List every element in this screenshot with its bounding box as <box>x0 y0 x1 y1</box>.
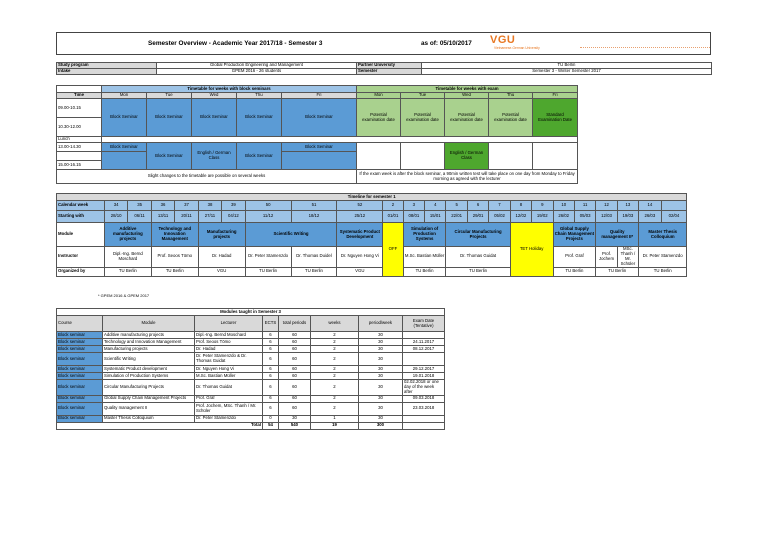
table-row: Block seminar Circular Manufacturing Projects Dr. Thomas Guidat 6 60 2 30 02.02.2018 or one day of the week after <box>57 380 445 396</box>
table-row: Block seminar Quality management II Prof. Jochem, MSc. Thanh / Mr. Schüler 6 60 2 30 23.03.2018 <box>57 402 445 415</box>
module-cell: Global Supply Chain Management Projects <box>553 223 596 247</box>
study-program-label: Study program <box>57 63 157 69</box>
table-row: Block seminar Manufacturing projects Dr. Hadad 6 60 2 30 08.12.2017 <box>57 346 445 353</box>
table-row: Block seminar Technology and Innovation Management Prof. Seoos Tömo 6 60 2 30 24.11.2017 <box>57 339 445 346</box>
time-slot: 13.00-14.30 <box>57 143 102 152</box>
block-seminar-cell: Block Seminar <box>192 99 237 137</box>
day-header: Wed <box>445 93 489 99</box>
module-cell: Quality management II* <box>596 223 639 247</box>
organized-row: Organized by TU Berlin TU Berlin VGU TU Berlin TU Berlin VGU TU Berlin TU Berlin TU Berlin TU Berlin TU Berlin <box>57 267 711 276</box>
off-cell: OFF <box>383 223 403 277</box>
vgu-logo <box>490 33 580 53</box>
starting-date-row: Starting with 28/10 06/11 13/11 20/11 27/11 04/12 11/12 18/12 25/12 01/01 08/01 15/01 22/01 29/01 05/02 12/02 19/02 26/02 05/03 12/03 19/03 26/03 02/04 <box>57 211 711 223</box>
day-header: Thu <box>237 93 282 99</box>
page-title: Semester Overview - Academic Year 2017/18 - Semester 3 <box>148 40 323 47</box>
info-table <box>56 62 712 75</box>
exam-cell: Potential examination date <box>357 99 401 137</box>
table-row: Block seminar Master Thesis Colloquium Dr. Peter Stamenzdo 0 30 1 30 <box>57 415 445 422</box>
module-cell: Systematic Product Development <box>337 223 383 247</box>
block-seminar-cell: Block Seminar <box>237 143 282 170</box>
module-cell: Master Thesis Colloquium <box>639 223 687 247</box>
calendar-week-row: Calendar week 34 35 36 37 38 39 50 51 52 2 3 4 5 6 7 8 9 10 11 12 13 14 <box>57 201 711 211</box>
semester-value: Semester 3 - Winter Semester 2017 <box>422 69 712 75</box>
modules-header-row: Course Module Lecturer ECTS total periods weeks period/week Exam Date (Tentative) <box>57 316 445 332</box>
totals-row: Total 54 540 19 300 <box>57 422 445 429</box>
time-slot: 15.00-16.15 <box>57 161 102 170</box>
module-cell: Scientific Writing <box>245 223 337 247</box>
table-row: Block seminar Simulation of Production Systems M.Sc. Bastian Müller 6 60 2 30 19.01.2018 <box>57 373 445 380</box>
table-row: Block seminar Global Supply Chain Management Projects Prof. Graf 6 60 2 30 09.03.2018 <box>57 395 445 402</box>
day-header: Thu <box>489 93 533 99</box>
block-seminar-cell: Block Seminar <box>282 99 357 137</box>
day-header: Wed <box>192 93 237 99</box>
partner-value: TU Berlin <box>422 63 712 69</box>
modules-table <box>56 308 445 430</box>
module-cell: Technology and Innovation Management <box>151 223 198 247</box>
table-row: Block seminar Scientific Writing Dr. Peter Stamenzdo & Dr. Thomas Guidat 6 60 2 30 <box>57 353 445 366</box>
table-row: Block seminar Additive manufacturing projects Dipl.-Ing. Bernd Moschard 6 60 2 30 <box>57 332 445 339</box>
exam-cell: Potential examination date <box>489 99 533 137</box>
day-header: Tue <box>401 93 445 99</box>
timeline-title: Timeline for semester 1 <box>57 194 687 201</box>
day-header: Fri <box>533 93 578 99</box>
day-header: Mon <box>102 93 147 99</box>
footnote: * GPEM 2016 & GPEM 2017 <box>98 293 150 298</box>
modules-table-title: Modules taught in Semester 3 <box>57 309 445 316</box>
intake-value: GPEM 2016 - 26 students <box>157 69 357 75</box>
table-row: Block seminar Systematic Product development Dr. Nguyen Hong Vi 6 60 2 30 29.12.2017 <box>57 366 445 373</box>
as-of-date: as of: 05/10/2017 <box>421 40 472 47</box>
weekly-timetable <box>56 85 578 184</box>
timetable-note: Slight changes to the timetable are possible on several weeks <box>57 170 357 184</box>
standard-exam-cell: Standard Examination Date <box>533 99 578 137</box>
semester-timeline <box>56 193 711 277</box>
block-seminar-cell: Block Seminar <box>147 143 192 170</box>
exam-note: If the exam week is after the block seminar, a 90min written test will take place on one day from Monday to Friday morning as agreed with the lecturer <box>357 170 578 184</box>
study-program-value: Global Production Engineering and Management <box>157 63 357 69</box>
semester-label: Semester <box>357 69 422 75</box>
exam-timetable-title: Timetable for weeks with exam <box>357 86 578 93</box>
language-class-cell: English / German Class <box>192 143 237 170</box>
module-cell: Additive manufacturing projects <box>104 223 151 247</box>
time-header: Time <box>57 93 102 99</box>
block-timetable-title: Timetable for weeks with block seminars <box>102 86 357 93</box>
module-cell: Simulation of Production Systems <box>403 223 446 247</box>
exam-cell: Potential examination date <box>401 99 445 137</box>
time-slot: 10.30-12.00 <box>57 118 102 137</box>
block-seminar-cell: Block Seminar <box>102 99 147 137</box>
day-header: Mon <box>357 93 401 99</box>
block-seminar-cell: Block Seminar <box>102 143 147 152</box>
logo-divider <box>580 47 710 49</box>
exam-cell: Potential examination date <box>445 99 489 137</box>
time-slot: 09.00-10.15 <box>57 99 102 118</box>
lunch-row: Lunch <box>57 137 102 143</box>
block-seminar-cell: Block Seminar <box>147 99 192 137</box>
language-class-cell: English / German Class <box>445 143 489 170</box>
logo-text: VGU <box>490 34 516 46</box>
module-cell: Circular Manufacturing Projects <box>446 223 510 247</box>
tet-holiday-cell: TET Holiday <box>510 223 553 277</box>
instructor-row: Instructor Dipl.-Ing. Bernd Moschard Prof. Seoos Tömo Dr. Hadad Dr. Peter Stamenzdo Dr. Thomas Duidel Dr. Nguyen Hong Vi M.Sc. Bastian Müller Dr. Thomas Guidat Prof. Graf Prof. Jochem MSc. Thanh / Mr. Schüler Dr. Peter Stamenzdo <box>57 247 711 268</box>
module-row: Module Additive manufacturing projects Technology and Innovation Management Manufacturing projects Scientific Writing Systematic Product Development OFF Simulation of Production Systems Circular Manufacturing Projects TET Holiday Global Supply Chain Management Projects Quality management II* Master Thesis Colloquium <box>57 223 711 247</box>
logo-subtitle: Vietnamese-German University <box>494 46 540 50</box>
day-header: Fri <box>282 93 357 99</box>
module-cell: Manufacturing projects <box>198 223 245 247</box>
partner-label: Partner University <box>357 63 422 69</box>
day-header: Tue <box>147 93 192 99</box>
block-seminar-cell: Block Seminar <box>282 143 357 152</box>
intake-label: Intake <box>57 69 157 75</box>
block-seminar-cell: Block Seminar <box>237 99 282 137</box>
